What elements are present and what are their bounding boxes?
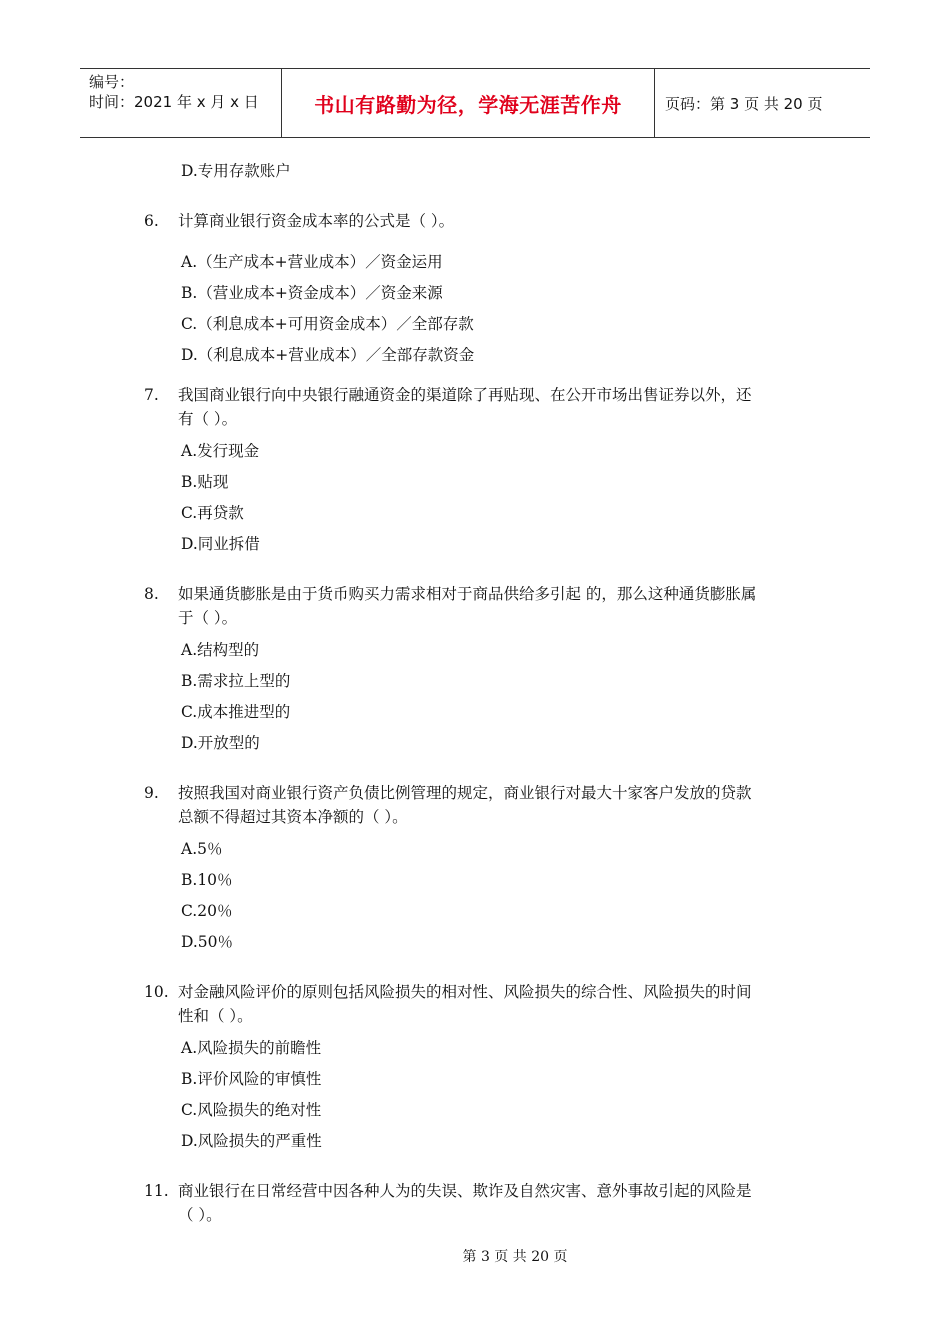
answer-option: B.评价风险的审慎性 bbox=[181, 1070, 322, 1088]
question-number: 9. bbox=[144, 784, 159, 802]
question-number: 7. bbox=[144, 386, 159, 404]
header-motto: 书山有路勤为径，学海无涯苦作舟 bbox=[282, 69, 655, 137]
answer-option: C.20％ bbox=[181, 902, 233, 920]
answer-option: D.50％ bbox=[181, 933, 234, 951]
question-number: 6. bbox=[144, 212, 159, 230]
answer-option: D.开放型的 bbox=[181, 734, 260, 752]
answer-option: D.风险损失的严重性 bbox=[181, 1132, 322, 1150]
question-text: 按照我国对商业银行资产负债比例管理的规定，商业银行对最大十家客户发放的贷款 bbox=[178, 784, 752, 802]
answer-option: A.5％ bbox=[181, 840, 223, 858]
doc-number-label: 编号： bbox=[89, 73, 135, 91]
answer-option: B.（营业成本+资金成本）／资金来源 bbox=[181, 284, 443, 302]
answer-option: B.贴现 bbox=[181, 473, 229, 491]
answer-option: D.（利息成本+营业成本）／全部存款资金 bbox=[181, 346, 475, 364]
header-page-code: 页码：第 3 页 共 20 页 bbox=[665, 94, 823, 113]
question-text: 对金融风险评价的原则包括风险损失的相对性、风险损失的综合性、风险损失的时间 bbox=[178, 983, 752, 1001]
answer-option: A.结构型的 bbox=[181, 641, 260, 659]
answer-option: C.再贷款 bbox=[181, 504, 244, 522]
page-header bbox=[80, 68, 870, 138]
answer-option: B.10％ bbox=[181, 871, 233, 889]
question-text: 我国商业银行向中央银行融通资金的渠道除了再贴现、在公开市场出售证券以外，还 bbox=[178, 386, 752, 404]
question-number: 8. bbox=[144, 585, 159, 603]
question-text: 总额不得超过其资本净额的（ ）。 bbox=[178, 808, 408, 826]
doc-time-label: 时间：2021 年 x 月 x 日 bbox=[89, 93, 259, 111]
answer-option: A.发行现金 bbox=[181, 442, 260, 460]
answer-option: A.（生产成本+营业成本）／资金运用 bbox=[181, 253, 443, 271]
question-text: 于（ ）。 bbox=[178, 609, 238, 627]
answer-option: B.需求拉上型的 bbox=[181, 672, 291, 690]
question-text: 如果通货膨胀是由于货币购买力需求相对于商品供给多引起 的，那么这种通货膨胀属 bbox=[178, 585, 757, 603]
question-number: 10. bbox=[144, 983, 169, 1001]
question-number: 11. bbox=[144, 1182, 169, 1200]
answer-option: A.风险损失的前瞻性 bbox=[181, 1039, 322, 1057]
answer-option: C.成本推进型的 bbox=[181, 703, 291, 721]
answer-option: C.（利息成本+可用资金成本）／全部存款 bbox=[181, 315, 474, 333]
question-text: 商业银行在日常经营中因各种人为的失误、欺诈及自然灾害、意外事故引起的风险是 bbox=[178, 1182, 752, 1200]
answer-option: C.风险损失的绝对性 bbox=[181, 1101, 322, 1119]
question-text: 有（ ）。 bbox=[178, 410, 238, 428]
question-text: 计算商业银行资金成本率的公式是（ ）。 bbox=[178, 212, 455, 230]
page-footer: 第 3 页 共 20 页 bbox=[462, 1249, 568, 1265]
answer-option: D.同业拆借 bbox=[181, 535, 260, 553]
header-meta bbox=[80, 69, 282, 137]
question-text: 性和（ ）。 bbox=[178, 1007, 253, 1025]
prev-option: D.专用存款账户 bbox=[181, 162, 291, 180]
question-text: （ ）。 bbox=[178, 1206, 222, 1224]
